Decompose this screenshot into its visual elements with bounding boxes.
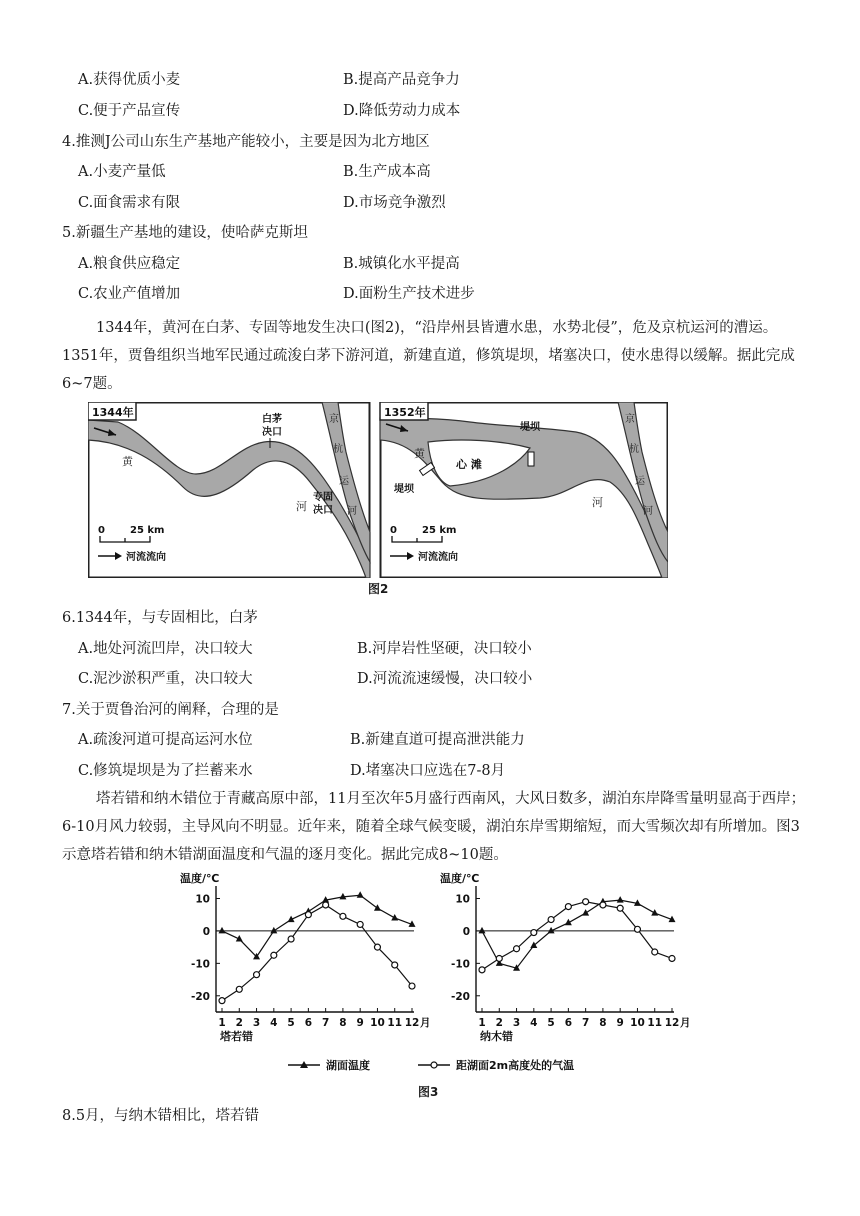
q7-option-d: D.堵塞决口应选在7-8月 bbox=[350, 763, 506, 779]
x-tick-label: 1 bbox=[478, 1017, 486, 1029]
q5-option-c: C.农业产值增加 bbox=[78, 286, 181, 302]
y-tick-label: -20 bbox=[191, 990, 210, 1003]
x-tick-label: 3 bbox=[252, 1017, 261, 1029]
point-lake-surface bbox=[479, 927, 486, 934]
point-air-temp bbox=[583, 899, 589, 905]
point-air-temp bbox=[340, 913, 346, 919]
scale-km: 25 km bbox=[130, 525, 165, 536]
chart-title: 塔若错 bbox=[220, 1030, 253, 1043]
legend-circle-marker bbox=[431, 1062, 437, 1068]
point-lake-surface bbox=[582, 909, 589, 916]
map-1344-year: 1344年 bbox=[92, 406, 134, 419]
point-air-temp bbox=[514, 946, 520, 952]
canal-label-hang: 杭 bbox=[333, 444, 343, 455]
q3-option-c: C.便于产品宣传 bbox=[78, 103, 181, 119]
map-1352-year: 1352年 bbox=[384, 406, 426, 419]
scale1352-km: 25 km bbox=[422, 525, 457, 536]
map-1344 bbox=[88, 402, 370, 578]
x-tick-label: 5 bbox=[547, 1017, 555, 1029]
q3-option-d: D.降低劳动力成本 bbox=[343, 103, 461, 119]
q4-option-c: C.面食需求有限 bbox=[78, 195, 181, 211]
q6-option-c: C.泥沙淤积严重，决口较大 bbox=[78, 671, 253, 687]
point-air-temp bbox=[288, 936, 294, 942]
dam-label-west: 堤坝 bbox=[394, 484, 414, 495]
point-air-temp bbox=[496, 955, 502, 961]
legend-flow-direction: 河流流向 bbox=[126, 552, 166, 563]
q7-stem: 7.关于贾鲁治河的阐释，合理的是 bbox=[62, 702, 279, 718]
canal1352-label-jing: 京 bbox=[625, 414, 635, 425]
q3-option-b: B.提高产品竞争力 bbox=[343, 72, 460, 88]
zhuangu-breach-label-1: 专固 bbox=[313, 492, 333, 503]
river-label-huang: 黄 bbox=[122, 455, 133, 468]
series-line-lake-surface bbox=[222, 895, 412, 957]
q5-option-b: B.城镇化水平提高 bbox=[343, 256, 460, 272]
y-tick-label: -10 bbox=[451, 958, 470, 971]
q5-option-a: A.粮食供应稳定 bbox=[78, 256, 181, 272]
passage-yellow-river: 1344年，黄河在白茅、专固等地发生决口(图2)，“沿岸州县皆遭水患，水势北侵”，危及京杭运河的漕运。1351年，贾鲁组织当地军民通过疏浚白茅下游河道，新建直道，修筑堤坝，堵塞决口，使水患得以缓解。据此完成6~7题。 bbox=[62, 320, 795, 392]
series-line-lake-surface bbox=[482, 900, 672, 968]
point-air-temp bbox=[634, 926, 640, 932]
canal-label-jing: 京 bbox=[329, 414, 339, 425]
q7-option-a: A.疏浚河道可提高运河水位 bbox=[78, 732, 253, 748]
point-air-temp bbox=[392, 962, 398, 968]
canal1352-label-he2: 河 bbox=[643, 506, 653, 517]
point-air-temp bbox=[305, 912, 311, 918]
legend1352-flow-direction: 河流流向 bbox=[418, 552, 458, 563]
map-1352 bbox=[380, 402, 668, 578]
q8-stem: 8.5月，与纳木错相比，塔若错 bbox=[62, 1108, 260, 1124]
q7-option-c: C.修筑堤坝是为了拦蓄来水 bbox=[78, 763, 253, 779]
x-tick-label: 7 bbox=[321, 1017, 330, 1029]
q7-option-b: B.新建直道可提高泄洪能力 bbox=[350, 732, 525, 748]
point-lake-surface bbox=[374, 904, 381, 911]
point-air-temp bbox=[531, 930, 537, 936]
point-air-temp bbox=[600, 902, 606, 908]
y-tick-label: 10 bbox=[195, 893, 210, 906]
x-axis-unit: 月 bbox=[420, 1017, 431, 1029]
y-tick-label: -20 bbox=[451, 990, 470, 1003]
point-lake-surface bbox=[530, 942, 537, 949]
scale1352-zero: 0 bbox=[390, 525, 397, 536]
x-tick-label: 10 bbox=[630, 1017, 645, 1029]
x-tick-label: 4 bbox=[530, 1017, 538, 1029]
x-tick-label: 7 bbox=[581, 1017, 590, 1029]
point-air-temp bbox=[236, 986, 242, 992]
shoal-label: 心 滩 bbox=[456, 458, 482, 471]
x-tick-label: 1 bbox=[218, 1017, 226, 1029]
point-lake-surface bbox=[270, 927, 277, 934]
x-tick-label: 4 bbox=[270, 1017, 278, 1029]
x-tick-label: 8 bbox=[339, 1017, 347, 1029]
point-lake-surface bbox=[357, 891, 364, 898]
y-tick-label: 10 bbox=[455, 893, 470, 906]
point-air-temp bbox=[548, 917, 554, 923]
point-air-temp bbox=[323, 902, 329, 908]
passage-lakes: 塔若错和纳木错位于青藏高原中部，11月至次年5月盛行西南风，大风日数多，湖泊东岸降雪量明显高于西岸；6-10月风力较弱，主导风向不明显。近年来，随着全球气候变暖，湖泊东岸雪期缩短，而大雪频次却有所增加。图3示意塔若错和纳木错湖面温度和气温的逐月变化。据此完成8~10题。 bbox=[62, 791, 806, 863]
figure-2-caption: 图2 bbox=[368, 582, 389, 596]
chart-namucuo bbox=[440, 871, 690, 1043]
point-air-temp bbox=[219, 998, 225, 1004]
x-tick-label: 10 bbox=[370, 1017, 385, 1029]
x-tick-label: 9 bbox=[616, 1017, 624, 1029]
q5-option-d: D.面粉生产技术进步 bbox=[343, 286, 475, 302]
point-air-temp bbox=[617, 905, 623, 911]
figure-2-maps bbox=[88, 402, 668, 578]
canal-label-he2: 河 bbox=[347, 506, 357, 517]
q6-option-a: A.地处河流凹岸，决口较大 bbox=[78, 641, 253, 657]
x-tick-label: 12 bbox=[664, 1017, 680, 1029]
y-tick-label: 0 bbox=[462, 925, 470, 938]
legend-air-temp: 距湖面2m高度处的气温 bbox=[456, 1059, 575, 1072]
q4-option-b: B.生产成本高 bbox=[343, 164, 431, 180]
x-tick-label: 2 bbox=[495, 1017, 503, 1029]
q4-option-a: A.小麦产量低 bbox=[78, 164, 166, 180]
canal1352-label-hang: 杭 bbox=[629, 444, 639, 455]
x-axis-unit: 月 bbox=[680, 1017, 690, 1029]
x-tick-label: 11 bbox=[647, 1017, 663, 1029]
river-label-he: 河 bbox=[296, 500, 307, 513]
q5-stem: 5.新疆生产基地的建设，使哈萨克斯坦 bbox=[62, 225, 308, 241]
point-air-temp bbox=[409, 983, 415, 989]
canal-label-yun: 运 bbox=[339, 476, 349, 487]
point-air-temp bbox=[271, 952, 277, 958]
baimao-breach-label-1: 白茅 bbox=[262, 414, 282, 425]
legend-lake-surface: 湖面温度 bbox=[326, 1059, 370, 1072]
river1352-label-he: 河 bbox=[592, 496, 603, 509]
x-tick-label: 12 bbox=[404, 1017, 420, 1029]
q6-option-b: B.河岸岩性坚硬，决口较小 bbox=[357, 641, 532, 657]
y-tick-label: -10 bbox=[191, 958, 210, 971]
point-air-temp bbox=[357, 921, 363, 927]
series-line-air-temp bbox=[222, 905, 412, 1001]
x-tick-label: 6 bbox=[564, 1017, 573, 1029]
q3-option-a: A.获得优质小麦 bbox=[78, 72, 181, 88]
scale-zero: 0 bbox=[98, 525, 105, 536]
point-air-temp bbox=[479, 967, 485, 973]
baimao-breach-label-2: 决口 bbox=[262, 427, 282, 438]
point-lake-surface bbox=[219, 927, 226, 934]
dam-east bbox=[528, 452, 534, 466]
point-air-temp bbox=[669, 955, 675, 961]
y-axis-label: 温度/℃ bbox=[440, 872, 480, 885]
point-air-temp bbox=[374, 944, 380, 950]
q6-option-d: D.河流流速缓慢，决口较小 bbox=[357, 671, 533, 687]
chart-taruocuo bbox=[180, 871, 431, 1043]
figure-3-caption: 图3 bbox=[418, 1085, 439, 1099]
x-tick-label: 3 bbox=[512, 1017, 521, 1029]
x-tick-label: 9 bbox=[356, 1017, 364, 1029]
q6-stem: 6.1344年，与专固相比，白茅 bbox=[62, 610, 258, 626]
x-tick-label: 2 bbox=[235, 1017, 243, 1029]
point-lake-surface bbox=[617, 896, 624, 903]
series-line-air-temp bbox=[482, 902, 672, 970]
x-tick-label: 5 bbox=[287, 1017, 295, 1029]
x-tick-label: 8 bbox=[599, 1017, 607, 1029]
river1352-label-huang: 黄 bbox=[414, 447, 425, 460]
x-tick-label: 6 bbox=[304, 1017, 313, 1029]
point-air-temp bbox=[652, 949, 658, 955]
dam-label-east: 堤坝 bbox=[520, 422, 540, 433]
y-axis-label: 温度/℃ bbox=[180, 872, 220, 885]
figure-3-charts bbox=[170, 868, 690, 1080]
chart-title: 纳木错 bbox=[480, 1030, 513, 1043]
point-air-temp bbox=[254, 972, 260, 978]
y-tick-label: 0 bbox=[202, 925, 210, 938]
zhuangu-breach-label-2: 决口 bbox=[313, 505, 333, 516]
x-tick-label: 11 bbox=[387, 1017, 403, 1029]
point-air-temp bbox=[565, 904, 571, 910]
q4-stem: 4.推测J公司山东生产基地产能较小，主要是因为北方地区 bbox=[62, 134, 430, 150]
q4-option-d: D.市场竞争激烈 bbox=[343, 195, 446, 211]
canal1352-label-yun: 运 bbox=[635, 476, 645, 487]
